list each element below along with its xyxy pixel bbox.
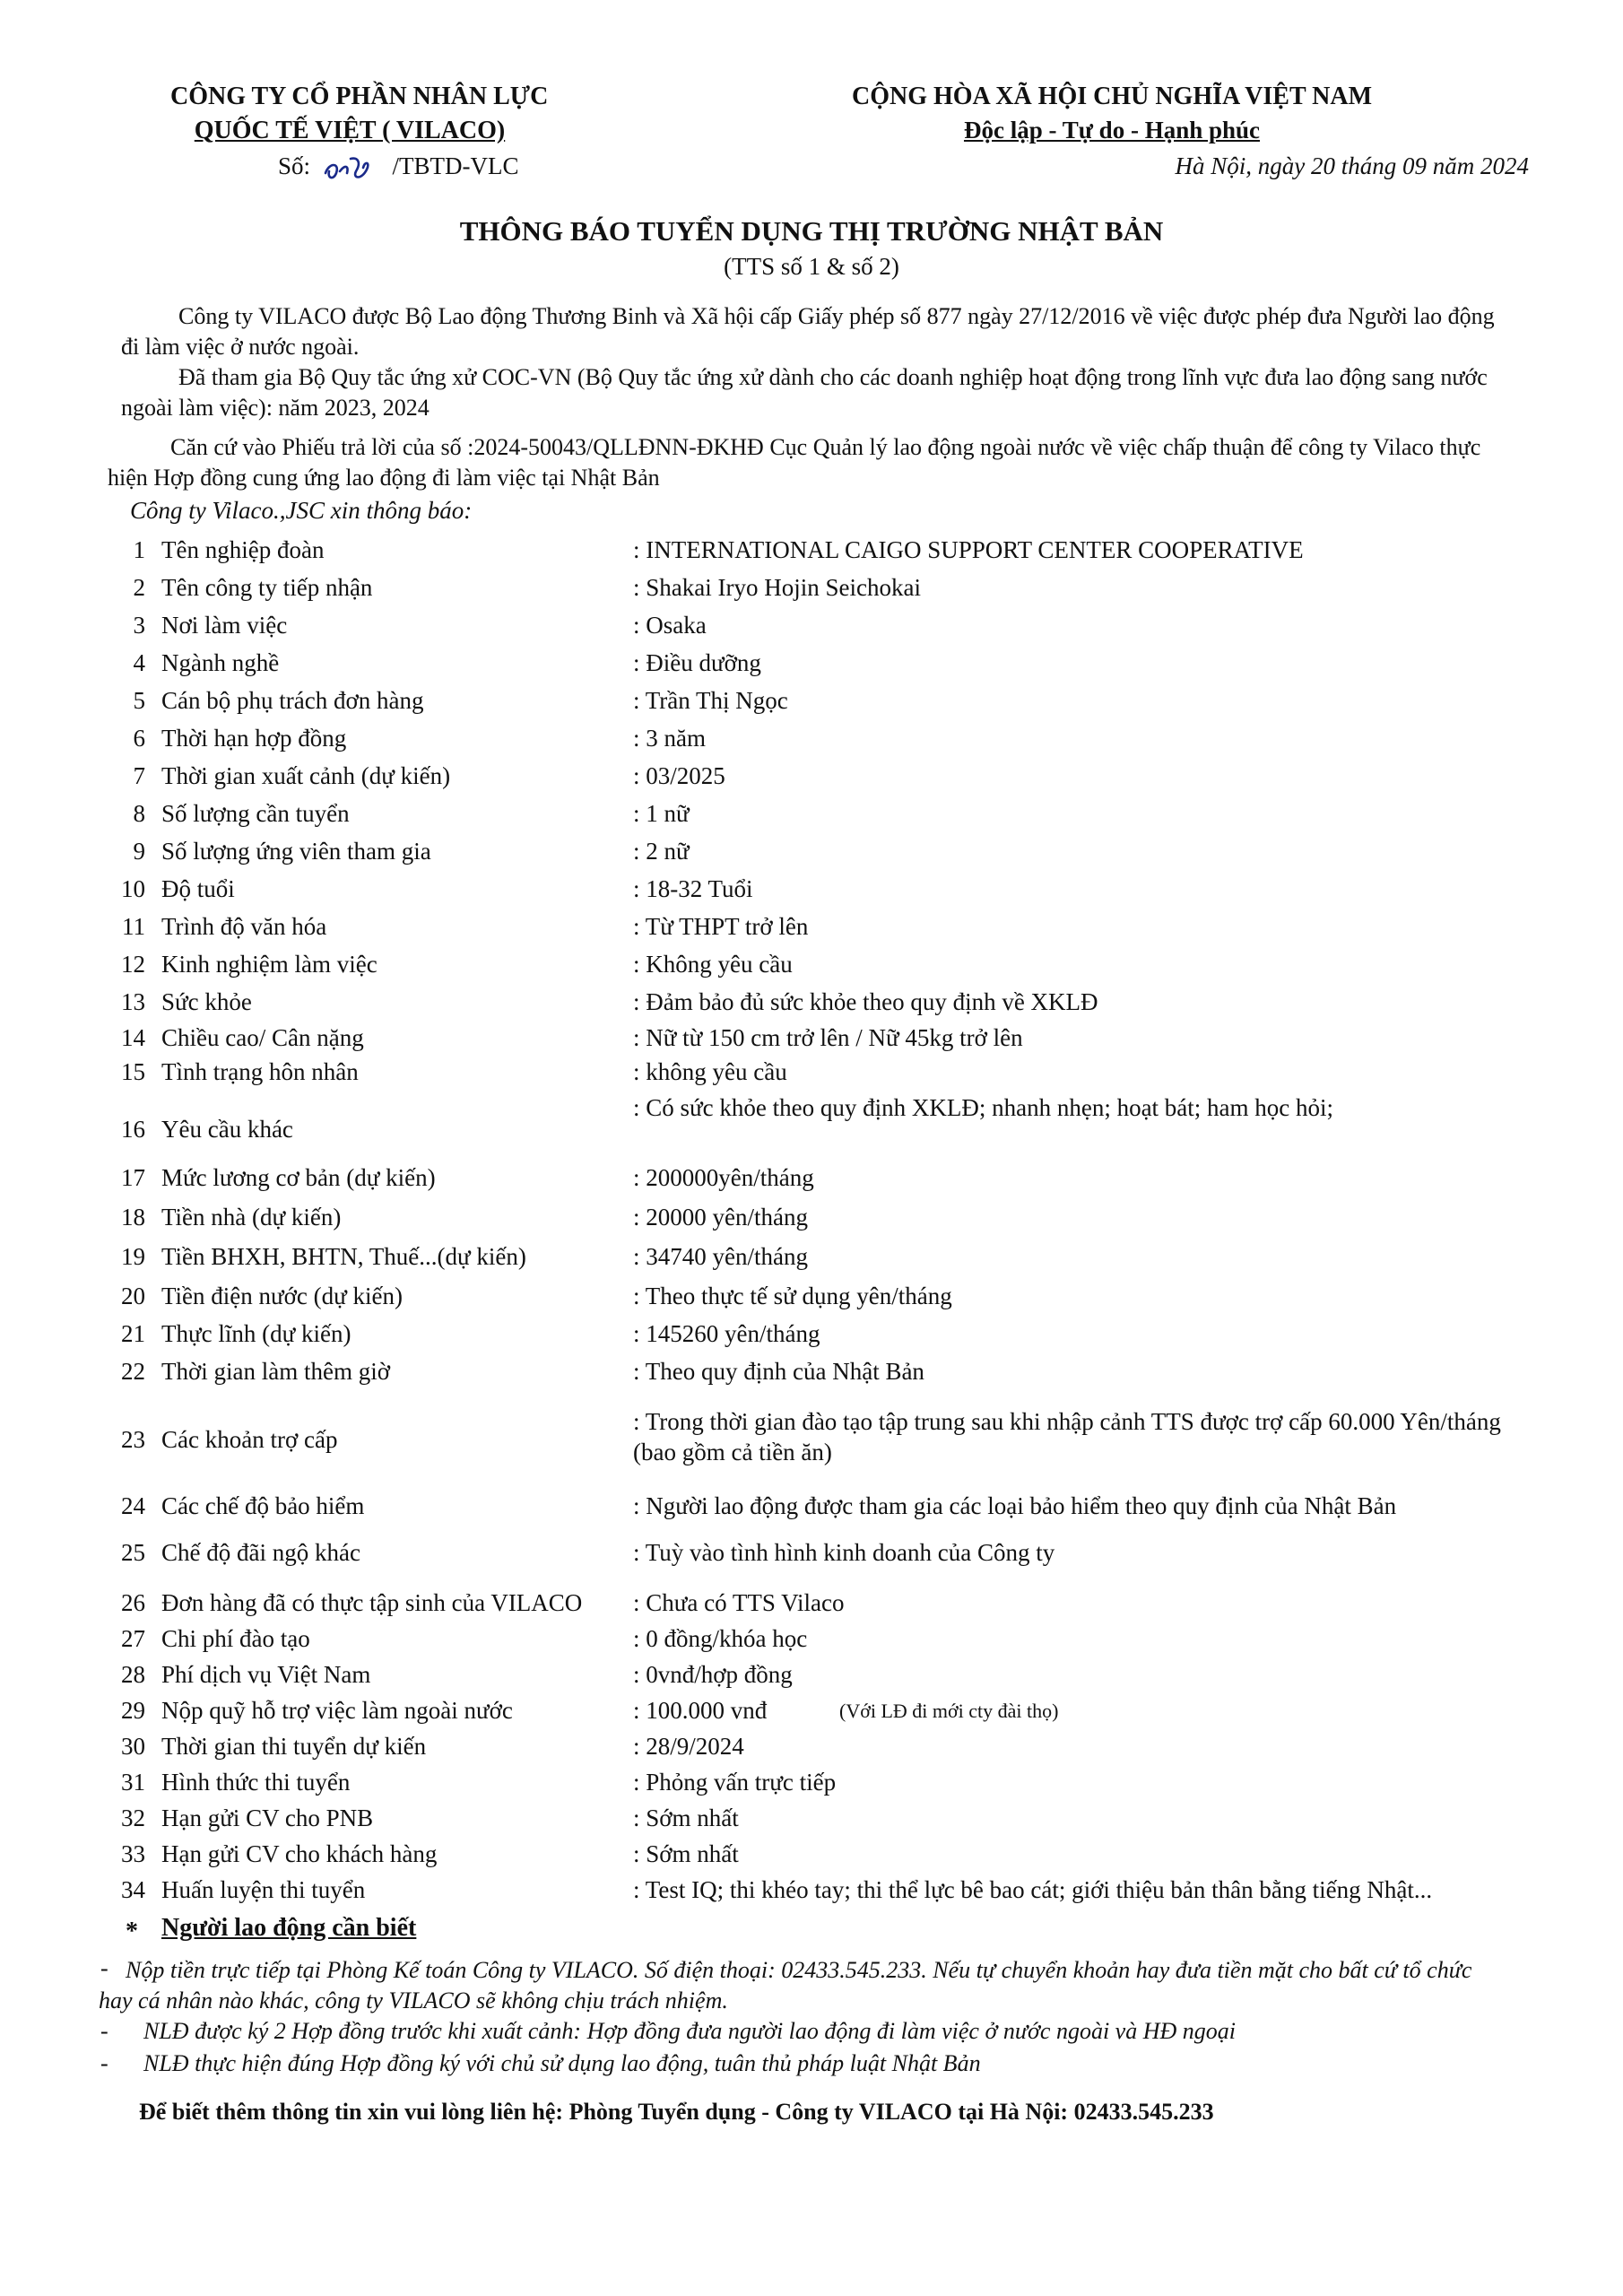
item-label: Thực lĩnh (dự kiến) — [161, 1320, 352, 1347]
item-value: : Chưa có TTS Vilaco — [633, 1589, 845, 1616]
list-item — [115, 838, 1549, 874]
note-payment — [99, 1955, 1497, 2016]
item-number: 25 — [121, 1539, 145, 1566]
list-item — [115, 687, 1549, 723]
list-item — [115, 1164, 1549, 1200]
item-label: Các chế độ bảo hiểm — [161, 1492, 365, 1519]
list-item — [115, 1283, 1549, 1318]
issue-date: Hà Nội, ngày 20 tháng 09 năm 2024 — [1175, 152, 1529, 179]
item-label: Các khoản trợ cấp — [161, 1426, 338, 1453]
item-value: : 20000 yên/tháng — [633, 1204, 808, 1231]
item-label: Đơn hàng đã có thực tập sinh của VILACO — [161, 1589, 583, 1616]
item-number: 30 — [121, 1733, 145, 1760]
list-item — [115, 612, 1549, 648]
item-label: Hình thức thi tuyển — [161, 1769, 351, 1796]
notes-star: * — [126, 1918, 138, 1945]
item-number: 21 — [121, 1320, 145, 1347]
list-item — [115, 1697, 1549, 1733]
item-label: Tiền điện nước (dự kiến) — [161, 1283, 404, 1309]
document-subtitle: (TTS số 1 & số 2) — [724, 253, 899, 280]
announce-line: Công ty Vilaco.,JSC xin thông báo: — [130, 497, 473, 524]
list-item — [115, 1589, 1549, 1625]
intro-text-coc: Đã tham gia Bộ Quy tắc ứng xử COC-VN (Bộ Quy tắc ứng xử dành cho các doanh nghiệp hoạt động trong lĩnh vực đưa lao động sang nước ngoài làm việc): năm 2023, 2024 — [121, 364, 1488, 421]
intro-paragraph-coc — [121, 362, 1506, 423]
intro-paragraph-license — [121, 301, 1506, 362]
item-value: : 34740 yên/tháng — [633, 1243, 808, 1270]
item-label: Nơi làm việc — [161, 612, 288, 639]
item-value: : Người lao động được tham gia các loại bảo hiểm theo quy định của Nhật Bản — [633, 1492, 1397, 1519]
list-item — [115, 951, 1549, 987]
item-value: : Sớm nhất — [633, 1805, 739, 1831]
item-label: Kinh nghiệm làm việc — [161, 951, 378, 978]
item-label: Sức khỏe — [161, 988, 252, 1015]
list-item — [115, 1625, 1549, 1661]
item-number: 10 — [121, 875, 145, 902]
item-label: Nộp quỹ hỗ trợ việc làm ngoài nước — [161, 1697, 513, 1724]
item-label: Thời gian làm thêm giờ — [161, 1358, 391, 1385]
list-item — [115, 1058, 1549, 1094]
item-label: Yêu cầu khác — [161, 1116, 293, 1143]
item-label: Ngành nghề — [161, 649, 280, 676]
item-label: Tên công ty tiếp nhận — [161, 574, 373, 601]
list-item — [115, 649, 1549, 685]
item-value: : 18-32 Tuổi — [633, 875, 753, 902]
item-value: : 2 nữ — [633, 838, 690, 865]
handwritten-number-icon — [320, 153, 383, 184]
item-number: 19 — [121, 1243, 145, 1270]
item-label: Hạn gửi CV cho PNB — [161, 1805, 374, 1831]
item-number: 23 — [121, 1426, 145, 1453]
item-label: Hạn gửi CV cho khách hàng — [161, 1840, 438, 1867]
item-number: 2 — [133, 574, 145, 601]
item-number: 18 — [121, 1204, 145, 1231]
item-label: Tên nghiệp đoàn — [161, 536, 325, 563]
item-value: : Nữ từ 150 cm trở lên / Nữ 45kg trở lên — [633, 1024, 1023, 1051]
list-item — [115, 1024, 1549, 1060]
item-value: : Tuỳ vào tình hình kinh doanh của Công ty — [633, 1539, 1055, 1566]
note-compliance: NLĐ thực hiện đúng Hợp đồng ký với chủ sử dụng lao động, tuân thủ pháp luật Nhật Bản — [143, 2050, 981, 2076]
list-item — [115, 1492, 1549, 1528]
list-item — [115, 1840, 1549, 1876]
item-label: Huấn luyện thi tuyển — [161, 1876, 366, 1903]
list-item — [115, 1243, 1549, 1279]
item-value: : 1 nữ — [633, 800, 690, 827]
item-number: 5 — [133, 687, 145, 714]
item-value: : INTERNATIONAL CAIGO SUPPORT CENTER COOPERATIVE — [633, 536, 1304, 563]
item-value: : 0vnđ/hợp đồng — [633, 1661, 793, 1688]
item-label: Thời gian xuất cảnh (dự kiến) — [161, 762, 451, 789]
list-item — [115, 762, 1549, 798]
list-item — [115, 1406, 1549, 1474]
item-label: Cán bộ phụ trách đơn hàng — [161, 687, 424, 714]
item-value: : 28/9/2024 — [633, 1733, 744, 1760]
item-number: 34 — [121, 1876, 145, 1903]
item-value: : Có sức khỏe theo quy định XKLĐ; nhanh nhẹn; hoạt bát; ham học hỏi; — [633, 1094, 1334, 1121]
list-item — [115, 1320, 1549, 1356]
country-name: CỘNG HÒA XÃ HỘI CHỦ NGHĨA VIỆT NAM — [851, 83, 1373, 110]
item-value: : 200000yên/tháng — [633, 1164, 814, 1191]
list-item — [115, 536, 1549, 572]
list-item — [115, 1358, 1549, 1394]
item-label: Thời gian thi tuyển dự kiến — [161, 1733, 427, 1760]
item-label: Chiều cao/ Cân nặng — [161, 1024, 364, 1051]
item-number: 3 — [133, 612, 145, 639]
list-item — [115, 1539, 1549, 1575]
list-item — [115, 800, 1549, 836]
item-label: Trình độ văn hóa — [161, 913, 327, 940]
item-number: 33 — [121, 1840, 145, 1867]
note-contracts: NLĐ được ký 2 Hợp đồng trước khi xuất cảnh: Hợp đồng đưa người lao động đi làm việc ở nước ngoài và HĐ ngoại — [143, 2018, 1236, 2044]
doc-number-suffix: /TBTD-VLC — [392, 152, 519, 179]
item-value: : Đảm bảo đủ sức khỏe theo quy định về XKLĐ — [633, 988, 1098, 1015]
item-number: 15 — [121, 1058, 145, 1085]
item-number: 24 — [121, 1492, 145, 1519]
item-number: 13 — [121, 988, 145, 1015]
company-name-line2: QUỐC TẾ VIỆT ( VILACO) — [194, 117, 506, 144]
item-label: Độ tuổi — [161, 875, 235, 902]
item-value: : 0 đồng/khóa học — [633, 1625, 808, 1652]
item-number: 14 — [121, 1024, 145, 1051]
item-number: 12 — [121, 951, 145, 978]
item-value: : Shakai Iryo Hojin Seichokai — [633, 574, 921, 601]
item-value: : Không yêu cầu — [633, 951, 793, 978]
item-label: Mức lương cơ bản (dự kiến) — [161, 1164, 436, 1191]
list-item — [115, 574, 1549, 610]
item-value: : Trần Thị Ngọc — [633, 687, 788, 714]
doc-number — [278, 151, 519, 184]
item-number: 1 — [133, 536, 145, 563]
contact-line: Để biết thêm thông tin xin vui lòng liên hệ: Phòng Tuyển dụng - Công ty VILACO tại Hà Nội: 02433.545.233 — [139, 2099, 1214, 2125]
list-item — [115, 1805, 1549, 1840]
doc-number-label: Số: — [278, 152, 311, 179]
item-number: 28 — [121, 1661, 145, 1688]
list-item — [115, 988, 1549, 1024]
notes-heading: Người lao động cần biết — [161, 1914, 417, 1942]
item-number: 4 — [133, 649, 145, 676]
item-number: 17 — [121, 1164, 145, 1191]
list-item — [115, 1094, 1549, 1157]
note-bullet: - — [100, 2018, 108, 2044]
item-value: : Điều dưỡng — [633, 649, 761, 676]
item-number: 29 — [121, 1697, 145, 1724]
item-label: Phí dịch vụ Việt Nam — [161, 1661, 371, 1688]
item-number: 7 — [133, 762, 145, 789]
item-number: 27 — [121, 1625, 145, 1652]
intro-paragraph-approval — [108, 432, 1506, 493]
company-name-line1: CÔNG TY CỔ PHẦN NHÂN LỰC — [170, 83, 549, 110]
item-value: : Trong thời gian đào tạo tập trung sau khi nhập cảnh TTS được trợ cấp 60.000 Yên/tháng (bao gồm cả tiền ăn) — [633, 1408, 1501, 1465]
item-label: Tình trạng hôn nhân — [161, 1058, 359, 1085]
motto: Độc lập - Tự do - Hạnh phúc — [963, 117, 1261, 144]
item-number: 26 — [121, 1589, 145, 1616]
item-value: : Từ THPT trở lên — [633, 913, 809, 940]
item-value: : 3 năm — [633, 725, 706, 752]
item-number: 8 — [133, 800, 145, 827]
list-item — [115, 1661, 1549, 1697]
item-number: 11 — [122, 913, 145, 940]
item-value: : 100.000 vnđ — [633, 1697, 768, 1724]
item-label: Chế độ đãi ngộ khác — [161, 1539, 360, 1566]
item-value: : Theo quy định của Nhật Bản — [633, 1358, 924, 1385]
item-number: 31 — [121, 1769, 145, 1796]
intro-text-license: Công ty VILACO được Bộ Lao động Thương Binh và Xã hội cấp Giấy phép số 877 ngày 27/12/2016 về việc được phép đưa Người lao động đi làm việc ở nước ngoài. — [121, 303, 1495, 360]
list-item — [115, 1769, 1549, 1805]
item-value: : 03/2025 — [633, 762, 725, 789]
note-payment-text: Nộp tiền trực tiếp tại Phòng Kế toán Công ty VILACO. Số điện thoại: 02433.545.233. Nếu tự chuyển khoản hay đưa tiền mặt cho bất cứ tổ chức hay cá nhân nào khác, công ty VILACO sẽ không chịu trách nhiệm. — [99, 1957, 1472, 2013]
item-value: : không yêu cầu — [633, 1058, 787, 1085]
item-number: 22 — [121, 1358, 145, 1385]
item-number: 16 — [121, 1116, 145, 1143]
intro-text-approval: Căn cứ vào Phiếu trả lời của số :2024-50043/QLLĐNN-ĐKHĐ Cục Quản lý lao động ngoài nước về việc chấp thuận để công ty Vilaco thực hiện Hợp đồng cung ứng lao động đi làm việc tại Nhật Bản — [108, 434, 1481, 491]
item-note: (Với LĐ đi mới cty đài thọ) — [839, 1700, 1059, 1722]
item-number: 9 — [133, 838, 145, 865]
item-number: 32 — [121, 1805, 145, 1831]
list-item — [115, 1204, 1549, 1239]
list-item — [115, 1733, 1549, 1769]
item-number: 20 — [121, 1283, 145, 1309]
item-label: Thời hạn hợp đồng — [161, 725, 347, 752]
item-label: Số lượng cần tuyển — [161, 800, 350, 827]
item-value: : Phỏng vấn trực tiếp — [633, 1769, 837, 1796]
item-value: : Osaka — [633, 612, 707, 639]
note-bullet: - — [100, 2050, 108, 2076]
item-label: Tiền nhà (dự kiến) — [161, 1204, 342, 1231]
document-title: THÔNG BÁO TUYỂN DỤNG THỊ TRƯỜNG NHẬT BẢN — [459, 215, 1164, 247]
item-value: : 145260 yên/tháng — [633, 1320, 820, 1347]
list-item — [115, 725, 1549, 761]
item-number: 6 — [133, 725, 145, 752]
item-value: : Test IQ; thi khéo tay; thi thể lực bê bao cát; giới thiệu bản thân bằng tiếng Nhật... — [633, 1876, 1433, 1903]
item-label: Số lượng ứng viên tham gia — [161, 838, 431, 865]
item-label: Tiền BHXH, BHTN, Thuế...(dự kiến) — [161, 1243, 526, 1270]
item-label: Chi phí đào tạo — [161, 1625, 310, 1652]
note-bullet: - — [100, 1955, 108, 1981]
item-value: : Theo thực tế sử dụng yên/tháng — [633, 1283, 952, 1309]
list-item — [115, 1876, 1549, 1912]
list-item — [115, 913, 1549, 949]
list-item — [115, 875, 1549, 911]
item-value: : Sớm nhất — [633, 1840, 739, 1867]
